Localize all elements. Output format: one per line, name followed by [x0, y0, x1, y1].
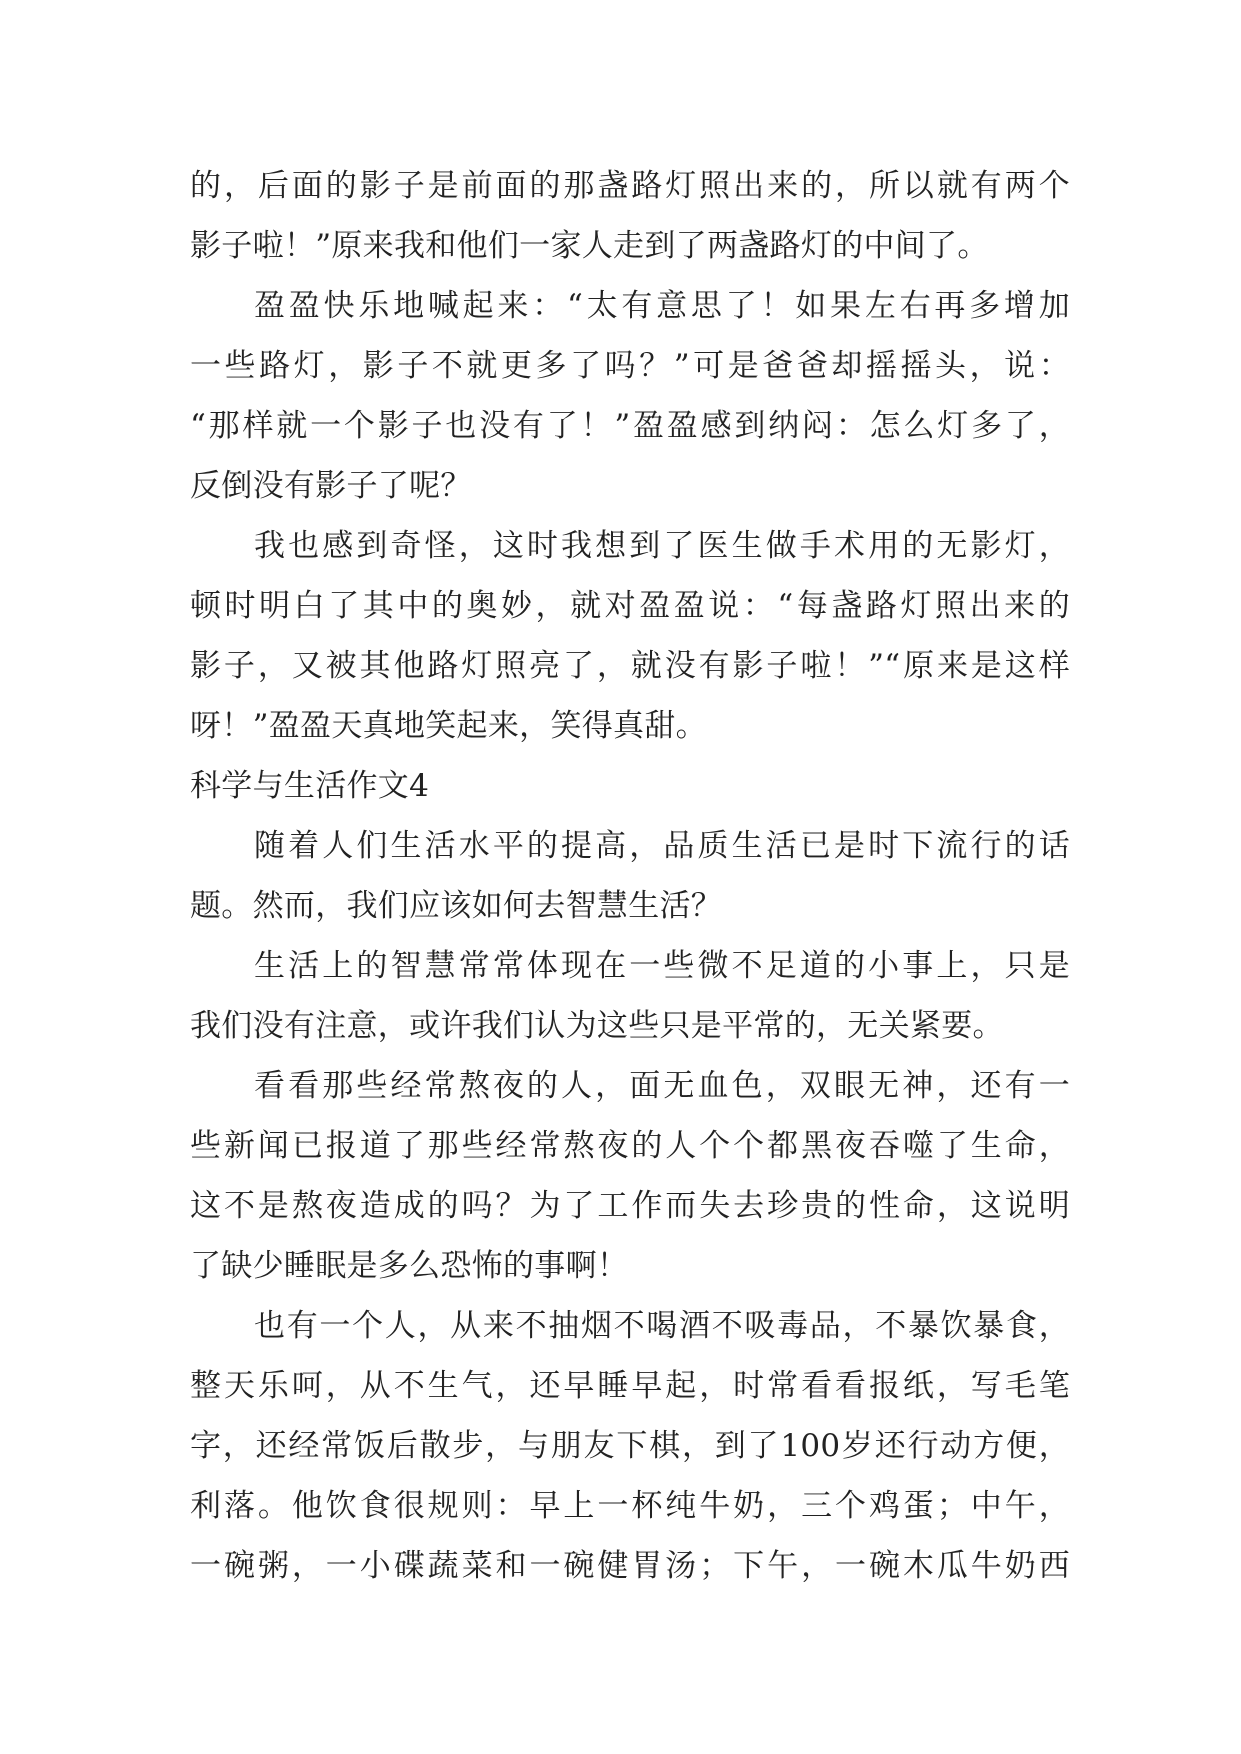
- text-line: 了缺少睡眠是多么恐怖的事啊！: [190, 1248, 629, 1284]
- text-line: 字，还经常饭后散步，与朋友下棋，到了100岁还行动方便，: [190, 1428, 1070, 1464]
- section-title: 科学与生活作文4: [190, 768, 430, 804]
- text-line: 反倒没有影子了呢？: [190, 468, 472, 504]
- text-line: 盈盈快乐地喊起来：“太有意思了！如果左右再多增加: [254, 288, 1070, 324]
- text-line: 我也感到奇怪，这时我想到了医生做手术用的无影灯，: [254, 528, 1070, 564]
- paragraph: [190, 1296, 1070, 1596]
- paragraph: [190, 816, 1070, 936]
- text-line: 我们没有注意，或许我们认为这些只是平常的，无关紧要。: [190, 1008, 1004, 1044]
- text-line: 也有一个人，从来不抽烟不喝酒不吸毒品，不暴饮暴食，: [254, 1308, 1070, 1344]
- paragraph: [190, 516, 1070, 756]
- text-line: “那样就一个影子也没有了！”盈盈感到纳闷：怎么灯多了，: [190, 408, 1070, 444]
- text-line: 影子，又被其他路灯照亮了，就没有影子啦！”“原来是这样: [190, 648, 1070, 684]
- text-line: 生活上的智慧常常体现在一些微不足道的小事上，只是: [254, 948, 1070, 984]
- text-line: 些新闻已报道了那些经常熬夜的人个个都黑夜吞噬了生命，: [190, 1128, 1070, 1164]
- text-line: 看看那些经常熬夜的人，面无血色，双眼无神，还有一: [254, 1068, 1070, 1104]
- text-line: 题。然而，我们应该如何去智慧生活？: [190, 888, 723, 924]
- text-line: 一些路灯，影子不就更多了吗？”可是爸爸却摇摇头，说：: [190, 348, 1070, 384]
- text-line: 随着人们生活水平的提高，品质生活已是时下流行的话: [254, 828, 1070, 864]
- text-line: 一碗粥，一小碟蔬菜和一碗健胃汤；下午，一碗木瓜牛奶西: [190, 1548, 1070, 1584]
- text-line: 呀！”盈盈天真地笑起来，笑得真甜。: [190, 708, 707, 744]
- paragraph: [190, 936, 1070, 1056]
- text-line: 影子啦！”原来我和他们一家人走到了两盏路灯的中间了。: [190, 228, 989, 264]
- text-line: 整天乐呵，从不生气，还早睡早起，时常看看报纸，写毛笔: [190, 1368, 1070, 1404]
- document-body: [190, 156, 1070, 1596]
- text-line: 顿时明白了其中的奥妙，就对盈盈说：“每盏路灯照出来的: [190, 588, 1070, 624]
- text-line: 的，后面的影子是前面的那盏路灯照出来的，所以就有两个: [190, 168, 1070, 204]
- text-line: 这不是熬夜造成的吗？为了工作而失去珍贵的性命，这说明: [190, 1188, 1070, 1224]
- paragraph: [190, 1056, 1070, 1296]
- paragraph: [190, 156, 1070, 276]
- paragraph: [190, 276, 1070, 516]
- text-line: 利落。他饮食很规则：早上一杯纯牛奶，三个鸡蛋；中午，: [190, 1488, 1070, 1524]
